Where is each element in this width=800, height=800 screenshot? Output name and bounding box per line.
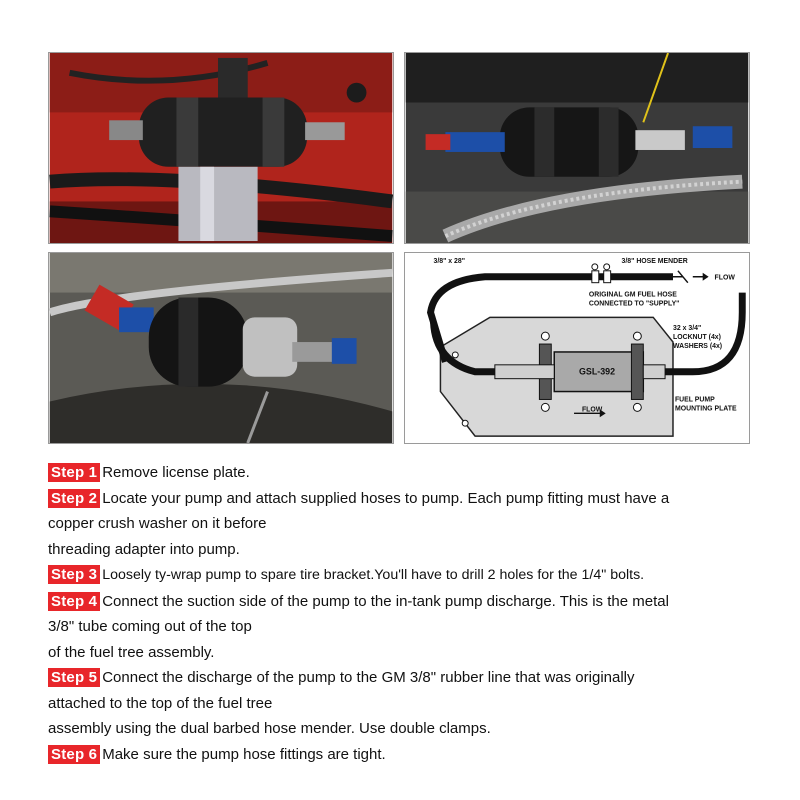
step-text: Connect the discharge of the pump to the GM 3/8" rubber line that was originally <box>102 669 635 686</box>
installation-diagram <box>404 252 750 444</box>
flow-label-bottom: FLOW <box>581 406 603 414</box>
pump-photo-3-image <box>49 253 393 443</box>
flow-label-top: FLOW <box>714 274 735 282</box>
step-text: Connect the suction side of the pump to the in-tank pump discharge. This is the metal <box>102 592 669 610</box>
step-text: Remove license plate. <box>102 464 250 481</box>
hose-size-label: 3/8" x 28" <box>433 257 466 265</box>
photo-pump-closeup <box>48 252 394 444</box>
original-hose-label-line2: CONNECTED TO "SUPPLY" <box>588 300 680 308</box>
pump-photo-1-image <box>49 53 393 243</box>
plate-label-line1: FUEL PUMP <box>674 396 715 404</box>
step-badge: Step 6 <box>48 745 100 764</box>
step-text: assembly using the dual barbed hose mender. Use double clamps. <box>48 720 491 737</box>
photo-pump-mounted-red-frame <box>48 52 394 244</box>
step-text: Make sure the pump hose fittings are tight. <box>102 745 386 763</box>
step-5 <box>48 665 760 742</box>
original-hose-label-line1: ORIGINAL GM FUEL HOSE <box>588 291 677 299</box>
step-text: threading adapter into pump. <box>48 540 240 558</box>
step-1 <box>48 460 760 486</box>
step-2 <box>48 486 760 563</box>
installation-steps <box>48 460 760 767</box>
step-text: 3/8" tube coming out of the top <box>48 618 252 635</box>
locknut-label-line1: 32 x 3/4" <box>672 325 702 333</box>
step-text: attached to the top of the fuel tree <box>48 694 273 712</box>
locknut-label-line2: LOCKNUT (4x) <box>672 334 721 342</box>
hose-mender-clamp <box>592 271 599 283</box>
step-badge: Step 5 <box>48 668 100 687</box>
step-badge: Step 4 <box>48 592 100 611</box>
step-text: Locate your pump and attach supplied hoses to pump. Each pump fitting must have a <box>102 489 670 507</box>
step-badge: Step 3 <box>48 565 100 584</box>
step-text: copper crush washer on it before <box>48 515 267 532</box>
photo-pump-braided-hoses <box>404 52 750 244</box>
hose-mender-label: 3/8" HOSE MENDER <box>621 257 688 265</box>
pump-model-label: GSL-392 <box>578 366 616 377</box>
step-badge: Step 2 <box>48 489 100 508</box>
step-4 <box>48 589 760 666</box>
diagram-svg <box>405 253 749 443</box>
step-text: of the fuel tree assembly. <box>48 643 215 661</box>
locknut-label-line3: WASHERS (4x) <box>672 343 723 350</box>
plate-label-line2: MOUNTING PLATE <box>674 405 737 413</box>
hose-mender-clamp <box>604 271 611 283</box>
step-text: Loosely ty-wrap pump to spare tire bracket.You'll have to drill 2 holes for the 1/4" bolts. <box>102 567 645 583</box>
step-badge: Step 1 <box>48 463 100 482</box>
step-6 <box>48 742 760 768</box>
step-3 <box>48 562 760 589</box>
pump-photo-2-image <box>405 53 749 243</box>
